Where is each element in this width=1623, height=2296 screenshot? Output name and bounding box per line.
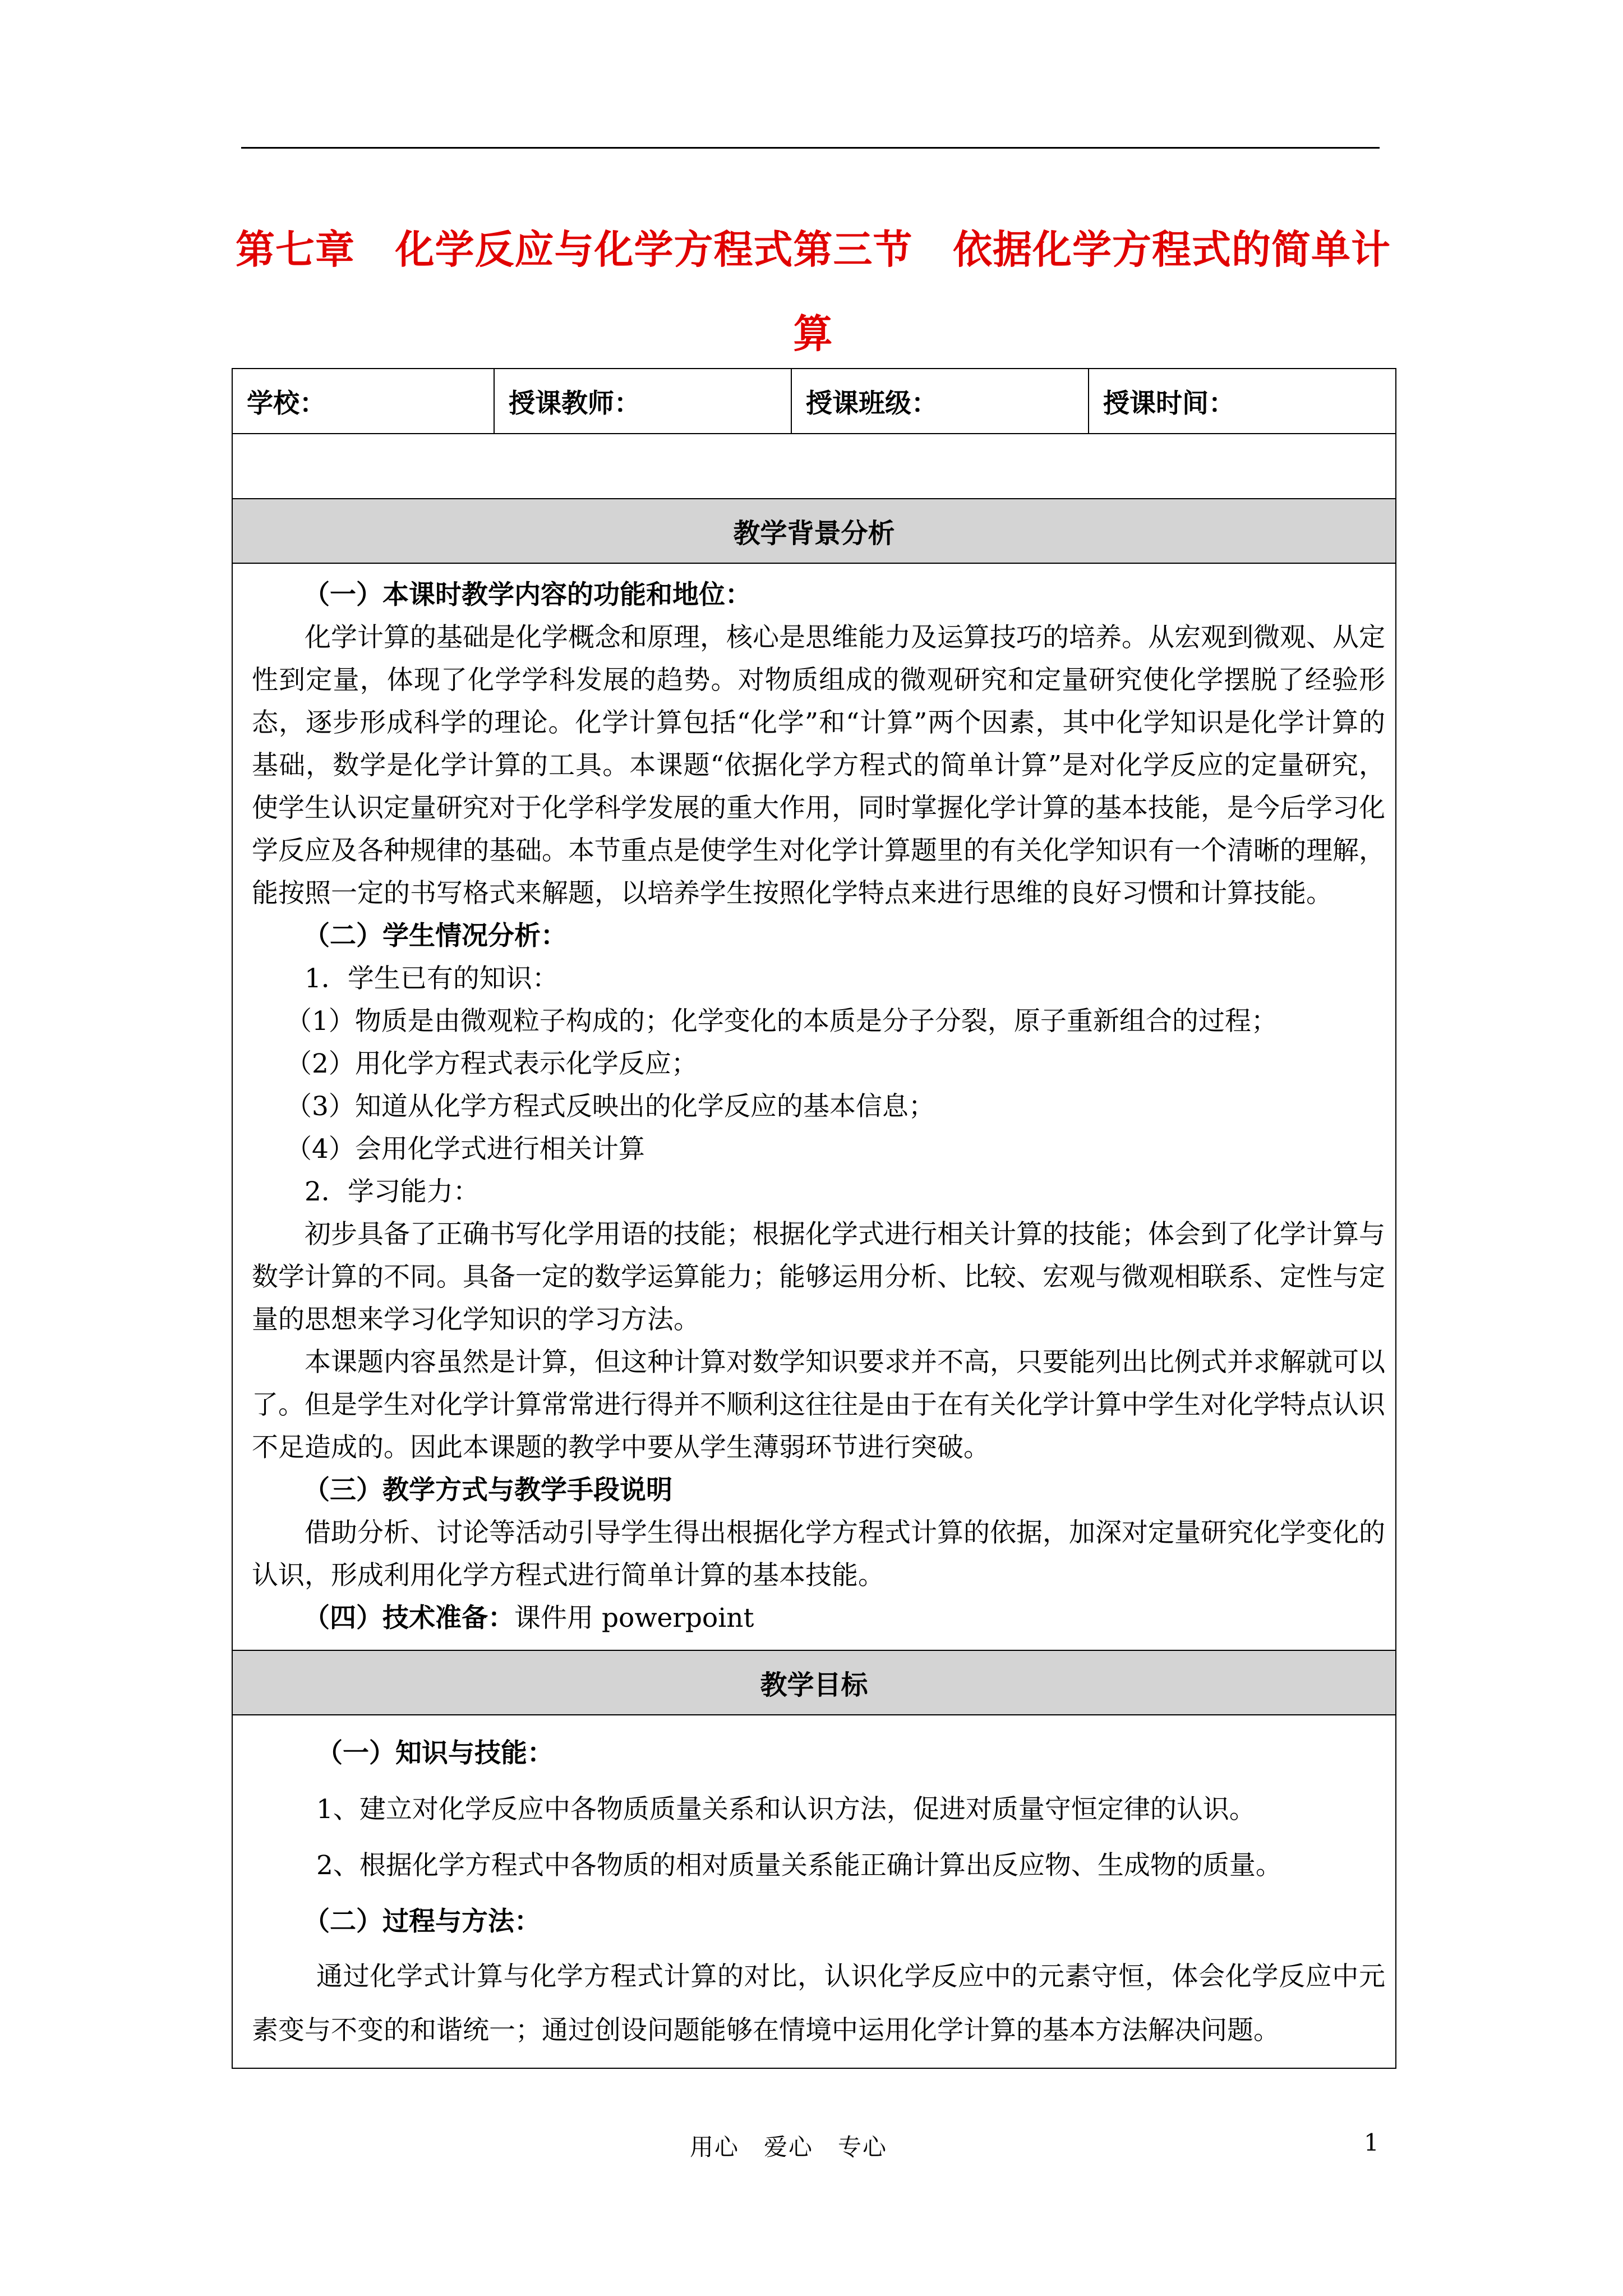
section-1-title: （一）本课时教学内容的功能和地位： (303, 579, 751, 610)
goals-content (232, 1715, 1396, 2068)
learning-ability-label: 2．学习能力： (305, 1176, 479, 1207)
section-4-title: （四）技术准备： (303, 1603, 514, 1634)
section-3-body: 借助分析、讨论等活动引导学生得出根据化学方程式计算的依据，加深对定量研究化学变化的认识，形成利用化学方程式进行简单计算的基本技能。 (252, 1517, 1385, 1591)
blank-row (232, 434, 1396, 499)
student-analysis-note: 本课题内容虽然是计算，但这种计算对数学知识要求并不高，只要能列出比例式并求解就可以了。但是学生对化学计算常常进行得并不顺利这往往是由于在有关化学计算中学生对化学特点认识不足造成的。因此本课题的教学中要从学生薄弱环节进行突破。 (252, 1347, 1385, 1463)
goal-1-title: （一）知识与技能： (316, 1738, 554, 1769)
goal-1-item-1: 1、建立对化学反应中各物质质量关系和认识方法，促进对质量守恒定律的认识。 (316, 1794, 1256, 1825)
info-row (232, 369, 1396, 434)
goals-heading: 教学目标 (232, 1650, 1396, 1715)
teacher-label: 授课教师： (494, 369, 791, 434)
background-content (232, 563, 1396, 1650)
class-label: 授课班级： (791, 369, 1089, 434)
goal-2-body: 通过化学式计算与化学方程式计算的对比，认识化学反应中的元素守恒，体会化学反应中元素变与不变的和谐统一；通过创设问题能够在情境中运用化学计算的基本方法解决问题。 (252, 1961, 1385, 2046)
title-chapter: 第七章 (236, 226, 355, 273)
section-1-body: 化学计算的基础是化学概念和原理，核心是思维能力及运算技巧的培养。从宏观到微观、从定性到定量，体现了化学学科发展的趋势。对物质组成的微观研究和定量研究使化学摆脱了经验形态，逐步形成科学的理论。化学计算包括“化学”和“计算”两个因素，其中化学知识是化学计算的基础，数学是化学计算的工具。本课题“依据化学方程式的简单计算”是对化学反应的定量研究，使学生认识定量研究对于化学科学发展的重大作用，同时掌握化学计算的基本技能，是今后学习化学反应及各种规律的基础。本节重点是使学生对化学计算题里的有关化学知识有一个清晰的理解，能按照一定的书写格式来解题，以培养学生按照化学特点来进行思维的良好习惯和计算技能。 (252, 622, 1385, 909)
lesson-plan-table (232, 368, 1396, 2069)
page-number: 1 (1364, 2129, 1379, 2156)
goals-content-row (232, 1715, 1396, 2068)
known-knowledge-label: 1．学生已有的知识： (305, 963, 559, 994)
knowledge-item-4: （4）会用化学式进行相关计算 (285, 1134, 645, 1165)
background-content-row (232, 563, 1396, 1650)
knowledge-item-2: （2）用化学方程式表示化学反应； (285, 1048, 698, 1079)
goal-1-item-2: 2、根据化学方程式中各物质的相对质量关系能正确计算出反应物、生成物的质量。 (316, 1850, 1282, 1881)
background-heading-row (232, 499, 1396, 563)
title-main: 化学反应与化学方程式第三节 (395, 226, 913, 273)
learning-ability-body: 初步具备了正确书写化学用语的技能；根据化学式进行相关计算的技能；体会到了化学计算与数学计算的不同。具备一定的数学运算能力；能够运用分析、比较、宏观与微观相联系、定性与定量的思想来学习化学知识的学习方法。 (252, 1219, 1385, 1335)
section-4-line (252, 1597, 1385, 1640)
section-2-title: （二）学生情况分析： (303, 921, 567, 951)
document-title (236, 208, 1391, 376)
goal-2-title: （二）过程与方法： (303, 1906, 541, 1937)
blank-cell (232, 434, 1396, 499)
time-label: 授课时间： (1089, 369, 1396, 434)
footer-motto: 用心 爱心 专心 (690, 2133, 888, 2161)
header-rule (241, 147, 1380, 149)
knowledge-item-1: （1）物质是由微观粒子构成的；化学变化的本质是分子分裂，原子重新组合的过程； (285, 1006, 1278, 1037)
school-label: 学校： (232, 369, 494, 434)
section-3-title: （三）教学方式与教学手段说明 (303, 1475, 672, 1506)
knowledge-item-3: （3）知道从化学方程式反映出的化学反应的基本信息； (285, 1091, 935, 1122)
goals-heading-row (232, 1650, 1396, 1715)
section-4-body: 课件用 powerpoint (514, 1603, 754, 1634)
title-sub: 依据化学方程式的简单计 (953, 226, 1391, 273)
background-heading: 教学背景分析 (232, 499, 1396, 563)
title-line-2: 算 (793, 310, 833, 357)
title-line-1 (236, 208, 1391, 292)
